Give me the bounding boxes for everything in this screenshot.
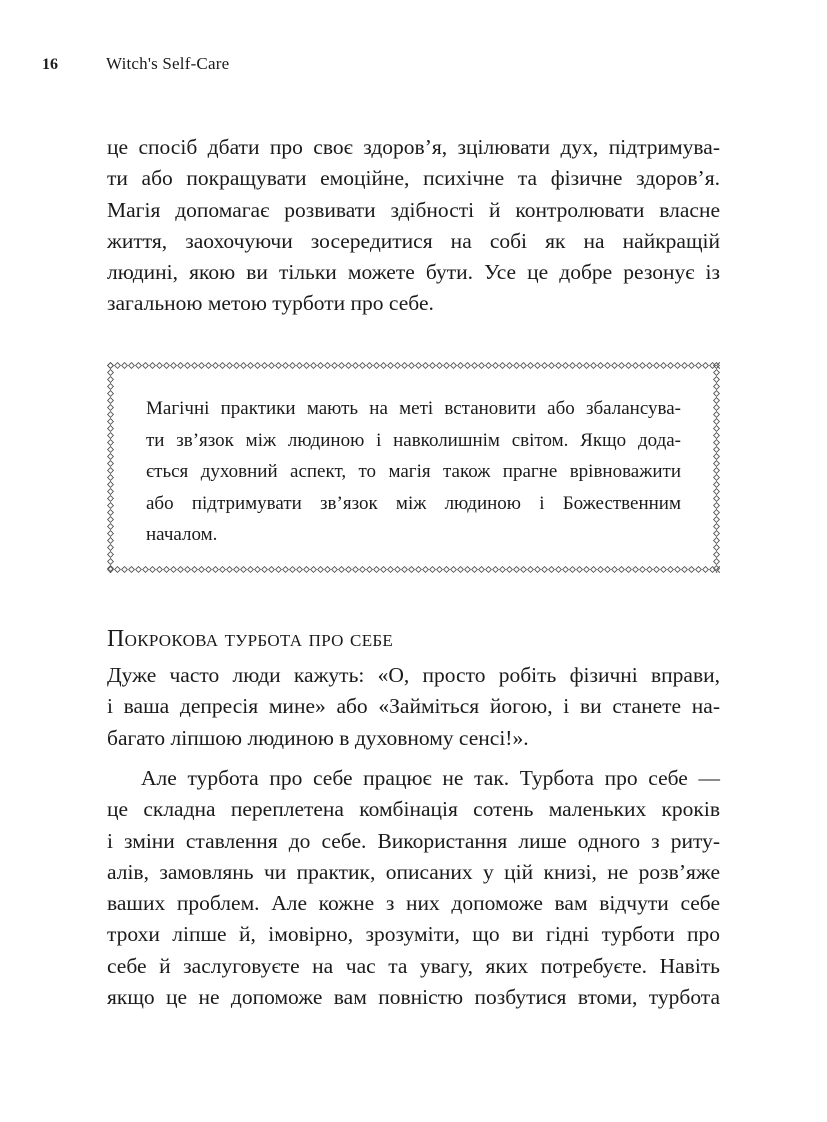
text-line: або підтримувати зв’язок між людиною і Божественним <box>146 492 681 514</box>
text-line: ти зв’язок між людиною і навколишнім світом. Якщо дода- <box>146 429 681 451</box>
text-line: ти або покращувати емоційне, психічне та фізичне здоров’я. <box>107 166 720 191</box>
diamond-border-bottom <box>107 566 720 573</box>
diamond-border-top <box>107 362 720 369</box>
book-title: Witch's Self-Care <box>106 54 230 73</box>
text-line: Але турбота про себе працює не так. Турбота про себе — <box>141 766 720 790</box>
text-line: Магічні практики мають на меті встановити або збалансува- <box>146 398 681 419</box>
text-line: алів, замовлянь чи практик, описаних у цій книзі, не розв’яже <box>107 859 720 884</box>
text-line: началом. <box>146 524 218 545</box>
text-line: трохи ліпше й, імовірно, зрозуміти, що ви гідні турботи про <box>107 922 720 947</box>
text-line: Дуже часто люди кажуть: «О, просто робіть фізичні вправи, <box>107 663 720 687</box>
text-line: ється духовний аспект, то магія також прагне врівноважити <box>146 461 681 482</box>
text-line: це складна переплетена комбінація сотень маленьких кроків <box>107 797 720 822</box>
text-line: загальною метою турботи про себе. <box>107 291 434 316</box>
text-line: і зміни ставлення до себе. Використання лише одного з риту- <box>107 828 720 853</box>
text-line: ваших проблем. Але кожне з них допоможе вам відчути себе <box>107 891 720 916</box>
text-line: і ваша депресія мине» або «Займіться йогою, і ви станете на- <box>107 694 720 719</box>
running-head <box>42 54 229 75</box>
section-paragraph-1 <box>107 660 720 754</box>
text-line: людині, якою ви тільки можете бути. Усе це добре резонує із <box>107 260 720 285</box>
section-heading: Покрокова турбота про себе <box>107 626 394 652</box>
diamond-border-right <box>713 362 720 573</box>
diamond-border-left <box>107 362 114 573</box>
sidebar-text <box>146 393 681 551</box>
text-line: якщо це не допоможе вам повністю позбутися втоми, турбота <box>107 985 720 1010</box>
text-line: багато ліпшою людиною в духовному сенсі!». <box>107 725 529 750</box>
sidebar-callout-box <box>107 362 720 573</box>
section-paragraph-2 <box>107 763 720 1013</box>
page-number: 16 <box>42 56 58 73</box>
intro-paragraph <box>107 132 720 320</box>
text-line: себе й заслуговуєте на час та увагу, яких потребуєте. Навіть <box>107 953 720 978</box>
text-line: Магія допомагає розвивати здібності й контролювати власне <box>107 197 720 222</box>
text-line: життя, заохочуючи зосередитися на собі як на найкращій <box>107 228 720 253</box>
text-line: це спосіб дбати про своє здоров’я, зцілювати дух, підтримува- <box>107 135 720 159</box>
